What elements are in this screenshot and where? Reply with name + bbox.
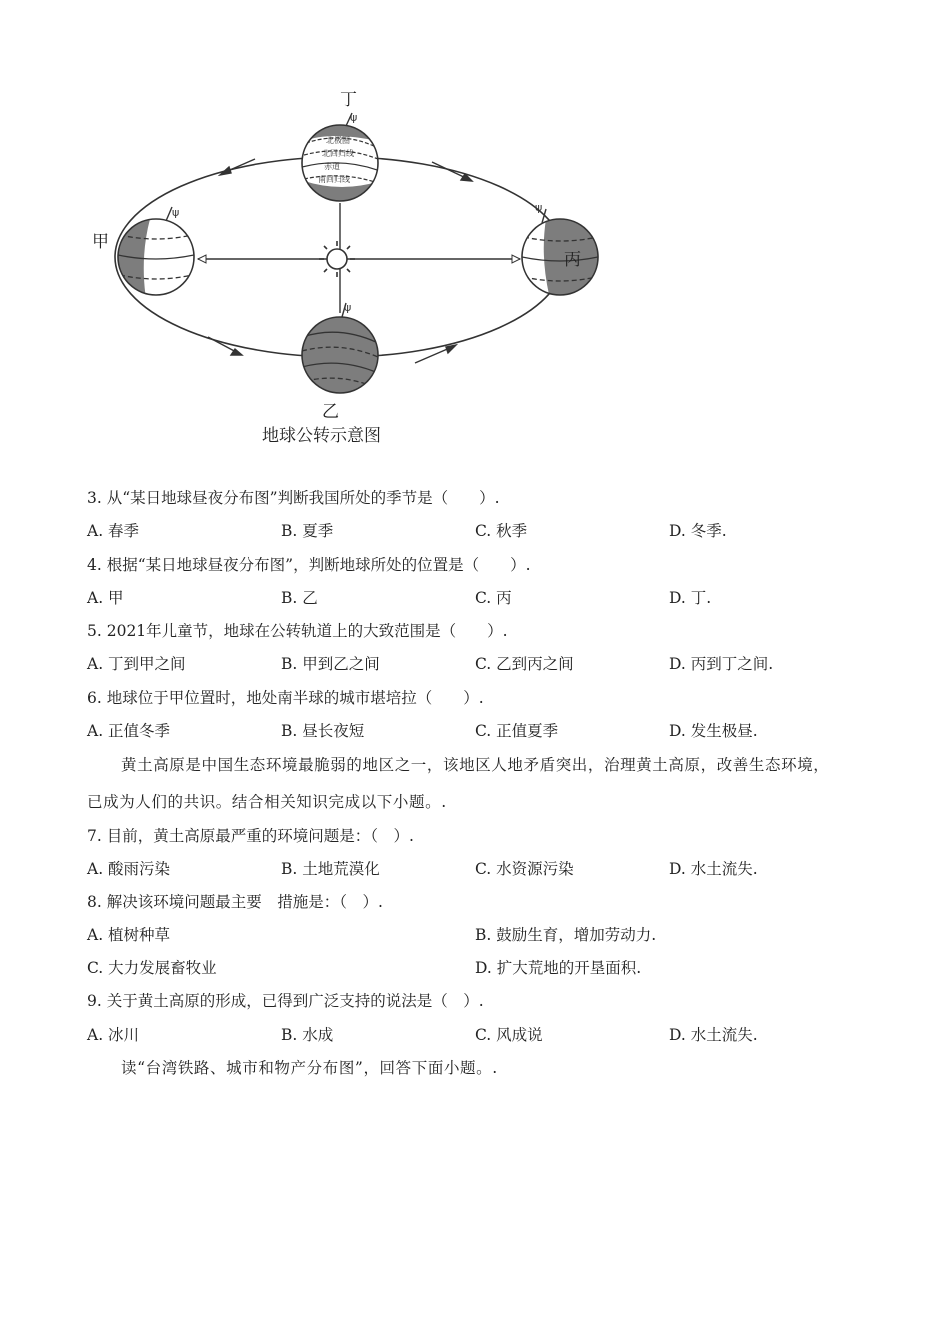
q4-option-d[interactable]: D. 丁. [669,589,712,607]
svg-text:ψ: ψ [535,201,543,214]
svg-text:ψ: ψ [350,111,358,124]
globe-yi [302,301,378,393]
label-tropic-cancer: 北回归线 [322,149,354,158]
passage-loess-line-1: 黄土高原是中国生态环境最脆弱的地区之一，该地区人地矛盾突出，治理黄土高原，改善生态环境， [121,756,830,774]
q4-option-b[interactable]: B. 乙 [281,589,318,607]
label-equator: 赤道 [324,162,340,171]
question-7-stem: 7. 目前，黄土高原最严重的环境问题是：（ ）. [87,827,414,845]
globe-ding [300,111,380,203]
q5-option-b[interactable]: B. 甲到乙之间 [281,655,380,673]
question-4-stem: 4. 根据“某日地球昼夜分布图”，判断地球所处的位置是（ ）. [87,556,531,574]
label-jia: 甲 [92,232,109,252]
label-arctic-circle: 北极圈 [326,136,350,145]
earth-revolution-diagram [80,85,610,455]
globe-bing [516,201,606,305]
q6-option-d[interactable]: D. 发生极昼. [669,722,758,740]
label-tropic-capricorn: 南回归线 [318,175,350,184]
question-6-stem: 6. 地球位于甲位置时，地处南半球的城市堪培拉（ ）. [87,689,484,707]
q4-option-a[interactable]: A. 甲 [87,589,124,607]
q3-option-b[interactable]: B. 夏季 [281,522,334,540]
q5-option-c[interactable]: C. 乙到丙之间 [475,655,574,673]
q6-option-c[interactable]: C. 正值夏季 [475,722,559,740]
q5-option-d[interactable]: D. 丙到丁之间. [669,655,774,673]
label-bing: 丙 [564,250,581,270]
label-ding: 丁 [340,90,357,110]
q3-option-c[interactable]: C. 秋季 [475,522,528,540]
q3-option-d[interactable]: D. 冬季. [669,522,727,540]
q7-option-b[interactable]: B. 土地荒漠化 [281,860,380,878]
label-yi: 乙 [322,402,339,422]
q9-option-a[interactable]: A. 冰川 [87,1026,140,1044]
q4-option-c[interactable]: C. 丙 [475,589,512,607]
globe-jia [110,206,210,305]
diagram-caption: 地球公转示意图 [262,426,381,446]
q8-option-c[interactable]: C. 大力发展畜牧业 [87,959,217,977]
svg-text:ψ: ψ [172,206,180,219]
passage-loess-line-2: 已成为人们的共识。结合相关知识完成以下小题。. [87,793,447,811]
q9-option-b[interactable]: B. 水成 [281,1026,334,1044]
question-9-stem: 9. 关于黄土高原的形成，已得到广泛支持的说法是（ ）. [87,992,484,1010]
q8-option-b[interactable]: B. 鼓励生育，增加劳动力. [475,926,657,944]
q5-option-a[interactable]: A. 丁到甲之间 [87,655,186,673]
passage-taiwan-map: 读“台湾铁路、城市和物产分布图”，回答下面小题。. [121,1059,498,1077]
q7-option-a[interactable]: A. 酸雨污染 [87,860,171,878]
svg-text:ψ: ψ [344,301,352,314]
question-3-stem: 3. 从“某日地球昼夜分布图”判断我国所处的季节是（ ）. [87,489,500,507]
question-8-stem: 8. 解决该环境问题最主要 措施是：（ ）. [87,893,383,911]
q8-option-d[interactable]: D. 扩大荒地的开垦面积. [475,959,642,977]
q9-option-d[interactable]: D. 水土流失. [669,1026,758,1044]
q6-option-b[interactable]: B. 昼长夜短 [281,722,365,740]
q6-option-a[interactable]: A. 正值冬季 [87,722,171,740]
q8-option-a[interactable]: A. 植树种草 [87,926,171,944]
question-5-stem: 5. 2021年儿童节，地球在公转轨道上的大致范围是（ ）. [87,622,508,640]
q9-option-c[interactable]: C. 风成说 [475,1026,543,1044]
q7-option-d[interactable]: D. 水土流失. [669,860,758,878]
q3-option-a[interactable]: A. 春季 [87,522,140,540]
q7-option-c[interactable]: C. 水资源污染 [475,860,574,878]
